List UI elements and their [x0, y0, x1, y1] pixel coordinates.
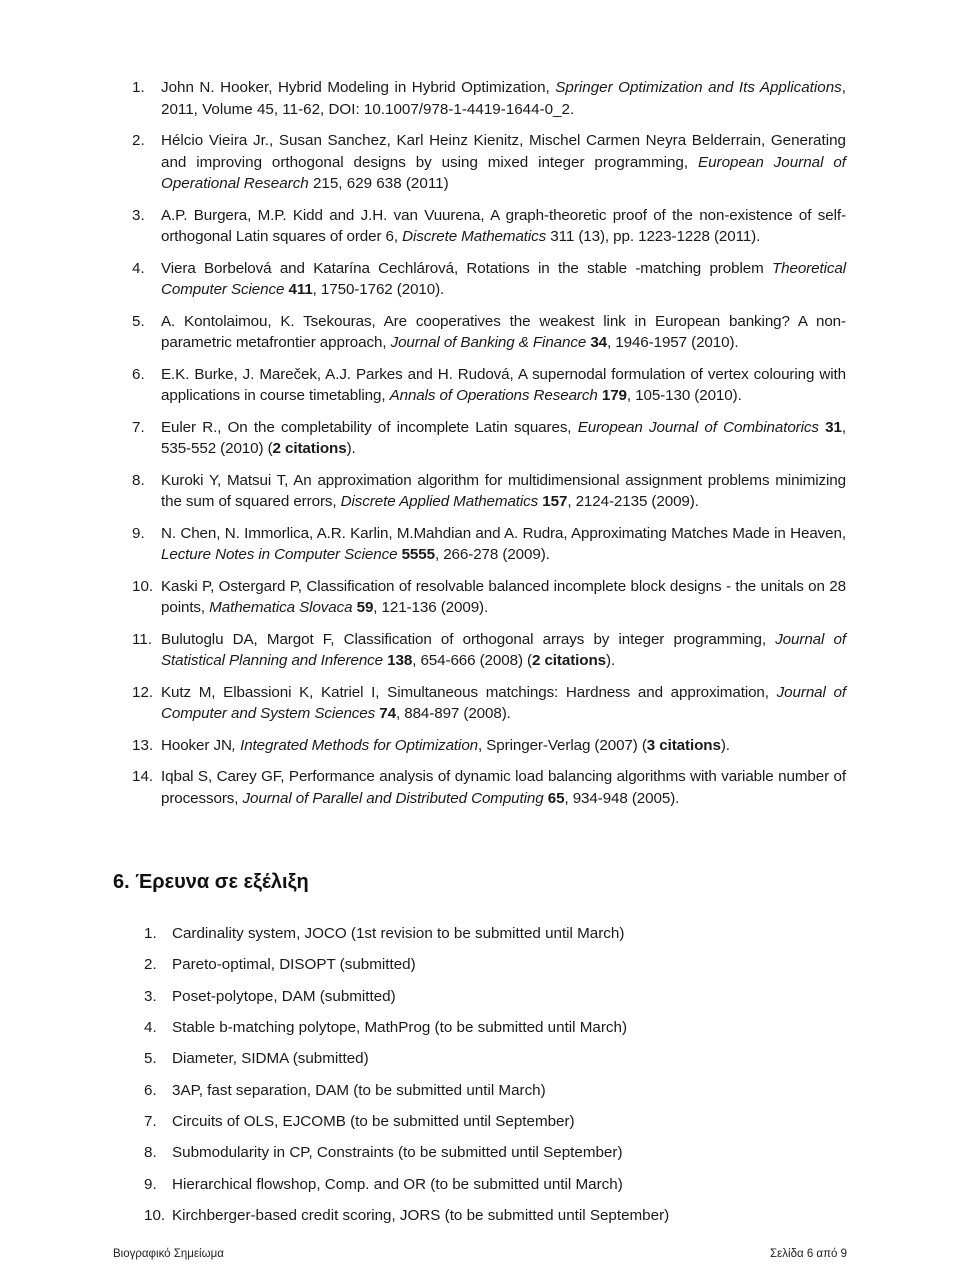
reference-item [132, 766, 846, 809]
research-number: 3. [144, 987, 157, 1005]
reference-number: 14. [132, 768, 154, 785]
reference-text: Iqbal S, Carey GF, Performance analysis of dynamic load balancing algorithms with variable number of processors, Journal of Parallel and Distributed Computing 65, 934-948 (2005). [161, 768, 846, 807]
reference-number: 8. [132, 471, 145, 489]
reference-item [132, 735, 846, 757]
research-text: Diameter, SIDMA (submitted) [172, 1050, 369, 1068]
research-text: Kirchberger-based credit scoring, JORS (to be submitted until September) [172, 1206, 670, 1224]
reference-text: E.K. Burke, J. Mareček, A.J. Parkes and H. Rudová, A supernodal formulation of vertex colouring with applications in course timetabling, Annals of Operations Research 179, 105-130 (2010). [161, 365, 846, 404]
research-item [144, 1106, 844, 1137]
reference-item [132, 417, 846, 460]
research-number: 6. [144, 1081, 157, 1099]
reference-text: Kaski P, Ostergard P, Classification of resolvable balanced incomplete block designs - the unitals on 28 points, Mathematica Slovaca 59, 121-136 (2009). [161, 577, 846, 616]
reference-text: Kuroki Y, Matsui T, An approximation algorithm for multidimensional assignment problems minimizing the sum of squared errors, Discrete Applied Mathematics 157, 2124-2135 (2009). [161, 471, 846, 510]
reference-item [132, 523, 846, 566]
research-number: 4. [144, 1019, 157, 1037]
reference-text: Euler R., On the completability of incomplete Latin squares, European Journal of Combinatorics 31, 535-552 (2010) (2 citations). [161, 418, 846, 457]
reference-text: Kutz M, Elbassioni K, Katriel I, Simultaneous matchings: Hardness and approximation, Journal of Computer and System Sciences 74, 884-897 (2008). [161, 683, 847, 722]
research-item [144, 1012, 844, 1043]
reference-text: John N. Hooker, Hybrid Modeling in Hybrid Optimization, Springer Optimization and Its Applications, 2011, Volume 45, 11-62, DOI: 10.1007/978-1-4419-1644-0_2. [161, 79, 846, 118]
research-number: 10. [144, 1206, 166, 1224]
reference-item [132, 576, 846, 619]
research-item [144, 1137, 844, 1168]
reference-item [132, 311, 846, 354]
references-list [132, 77, 846, 819]
reference-number: 2. [132, 132, 145, 149]
reference-text: Viera Borbelová and Katarína Cechlárová, Rotations in the stable -matching problem Theoretical Computer Science 411, 1750-1762 (2010). [161, 259, 846, 298]
research-number: 9. [144, 1175, 157, 1193]
reference-item [132, 77, 846, 120]
research-number: 2. [144, 956, 157, 974]
reference-number: 4. [132, 259, 145, 277]
research-text: Pareto-optimal, DISOPT (submitted) [172, 956, 416, 974]
reference-text: A.P. Burgera, M.P. Kidd and J.H. van Vuurena, A graph-theoretic proof of the non-existence of self-orthogonal Latin squares of order 6, Discrete Mathematics 311 (13), pp. 1223-1228 (2011). [161, 206, 846, 245]
reference-number: 11. [132, 630, 152, 648]
research-number: 7. [144, 1112, 157, 1130]
reference-text: A. Kontolaimou, K. Tsekouras, Are cooperatives the weakest link in European banking? A non-parametric metafrontier approach, Journal of Banking & Finance 34, 1946-1957 (2010). [161, 312, 846, 351]
research-item [144, 1074, 844, 1105]
footer-page-number: Σελίδα 6 από 9 [770, 1248, 847, 1260]
reference-number: 5. [132, 312, 145, 330]
research-text: 3AP, fast separation, DAM (to be submitted until March) [172, 1081, 546, 1099]
research-text: Poset-polytope, DAM (submitted) [172, 987, 396, 1005]
research-number: 8. [144, 1144, 157, 1162]
research-item [144, 949, 844, 980]
research-text: Circuits of OLS, EJCOMB (to be submitted until September) [172, 1112, 575, 1130]
reference-item [132, 682, 846, 725]
reference-number: 6. [132, 365, 145, 383]
reference-item [132, 130, 846, 195]
research-text: Cardinality system, JOCO (1st revision to be submitted until March) [172, 925, 625, 943]
research-item [144, 1168, 844, 1199]
reference-number: 3. [132, 206, 145, 224]
reference-number: 10. [132, 577, 154, 595]
reference-item [132, 364, 846, 407]
reference-number: 12. [132, 683, 154, 701]
reference-number: 1. [132, 79, 145, 96]
reference-item [132, 258, 846, 301]
reference-item [132, 205, 846, 248]
reference-text: Hélcio Vieira Jr., Susan Sanchez, Karl Heinz Kienitz, Mischel Carmen Neyra Belderrain, Generating and improving orthogonal designs by using mixed integer programming, European Journal of Operational Research 215, 629 638 (2011) [161, 132, 846, 192]
research-item [144, 1043, 844, 1074]
reference-item [132, 470, 846, 513]
footer-document-title: Βιογραφικό Σημείωμα [113, 1248, 224, 1260]
reference-text: Hooker JN, Integrated Methods for Optimization, Springer-Verlag (2007) (3 citations). [161, 736, 730, 754]
research-number: 1. [144, 925, 157, 943]
reference-number: 9. [132, 524, 145, 542]
reference-text: Bulutoglu DA, Margot F, Classification of orthogonal arrays by integer programming, Journal of Statistical Planning and Inference 138, 654-666 (2008) (2 citations). [161, 630, 846, 669]
page-footer [113, 1248, 847, 1260]
reference-number: 7. [132, 418, 145, 436]
research-list [144, 918, 844, 1231]
research-text: Hierarchical flowshop, Comp. and OR (to be submitted until March) [172, 1175, 623, 1193]
reference-text: N. Chen, N. Immorlica, A.R. Karlin, M.Mahdian and A. Rudra, Approximating Matches Made in Heaven, Lecture Notes in Computer Science 5555, 266-278 (2009). [161, 524, 846, 563]
research-item [144, 1200, 844, 1231]
research-text: Stable b-matching polytope, MathProg (to be submitted until March) [172, 1019, 628, 1037]
research-item [144, 918, 844, 949]
reference-number: 13. [132, 736, 154, 754]
research-number: 5. [144, 1050, 157, 1068]
section-heading: 6. Έρευνα σε εξέλιξη [113, 871, 309, 893]
research-item [144, 981, 844, 1012]
reference-item [132, 629, 846, 672]
research-text: Submodularity in CP, Constraints (to be submitted until September) [172, 1144, 623, 1162]
